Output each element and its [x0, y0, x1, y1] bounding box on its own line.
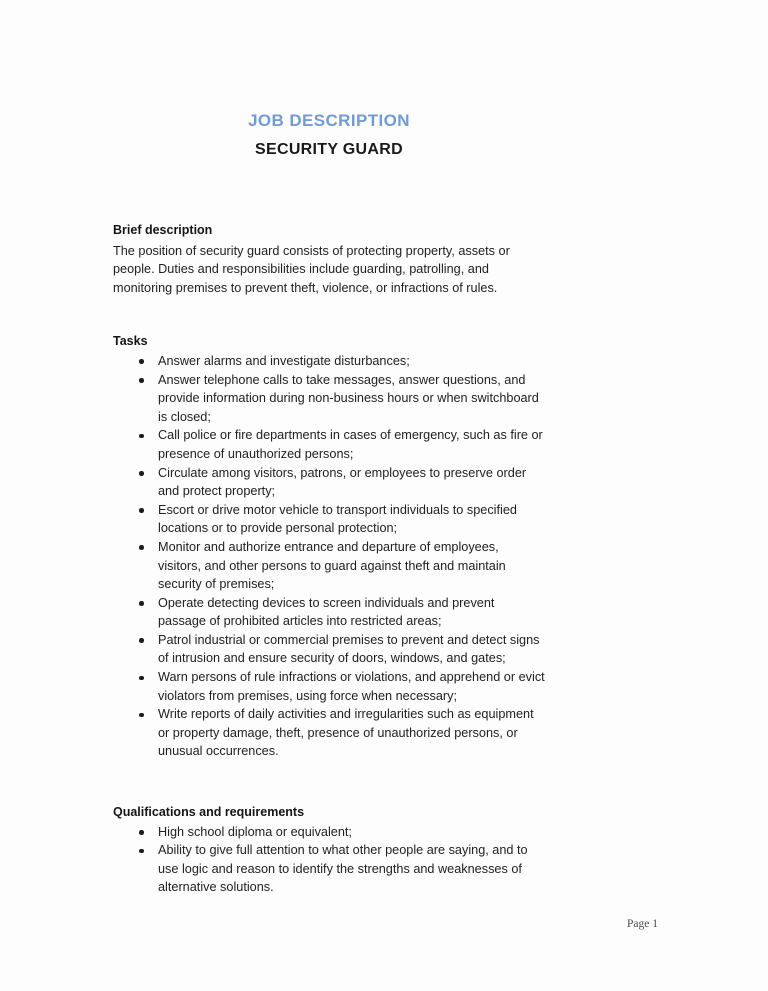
document-title: JOB DESCRIPTION — [248, 111, 410, 130]
section-tasks — [113, 334, 545, 761]
list-item: Circulate among visitors, patrons, or employees to preserve order and protect property; — [113, 464, 545, 501]
section-brief-description — [113, 223, 545, 297]
list-item: Monitor and authorize entrance and departure of employees, visitors, and other persons to guard against theft and maintain security of premises; — [113, 538, 545, 594]
qualifications-list — [113, 823, 545, 897]
brief-description-paragraph: The position of security guard consists of protecting property, assets or people. Duties and responsibilities include guarding, patrolling, and monitoring premises to prevent theft, violence, or infractions of rules. — [113, 243, 510, 295]
list-item: Write reports of daily activities and irregularities such as equipment or property damage, theft, presence of unauthorized persons, or unusual occurrences. — [113, 705, 545, 761]
list-item: Operate detecting devices to screen individuals and prevent passage of prohibited articles into restricted areas; — [113, 594, 545, 631]
brief-description-heading: Brief description — [113, 222, 213, 237]
list-item: Warn persons of rule infractions or violations, and apprehend or evict violators from premises, using force when necessary; — [113, 668, 545, 705]
list-item: High school diploma or equivalent; — [113, 823, 545, 842]
document-title-block — [113, 0, 545, 159]
list-item: Answer alarms and investigate disturbances; — [113, 352, 545, 371]
qualifications-heading: Qualifications and requirements — [113, 805, 305, 820]
list-item: Ability to give full attention to what other people are saying, and to use logic and reason to identify the strengths and weaknesses of alternative solutions. — [113, 841, 545, 897]
section-qualifications — [113, 805, 545, 897]
list-item: Escort or drive motor vehicle to transport individuals to specified locations or to provide personal protection; — [113, 501, 545, 538]
tasks-list — [113, 352, 545, 761]
list-item: Answer telephone calls to take messages, answer questions, and provide information during non-business hours or when switchboard is closed; — [113, 371, 545, 427]
document-content-column — [113, 0, 545, 897]
tasks-heading: Tasks — [113, 334, 148, 349]
list-item: Patrol industrial or commercial premises to prevent and detect signs of intrusion and ensure security of doors, windows, and gates; — [113, 631, 545, 668]
page-number-footer: Page 1 — [627, 918, 658, 930]
list-item: Call police or fire departments in cases of emergency, such as fire or presence of unauthorized persons; — [113, 426, 545, 463]
document-subtitle: SECURITY GUARD — [255, 140, 403, 158]
